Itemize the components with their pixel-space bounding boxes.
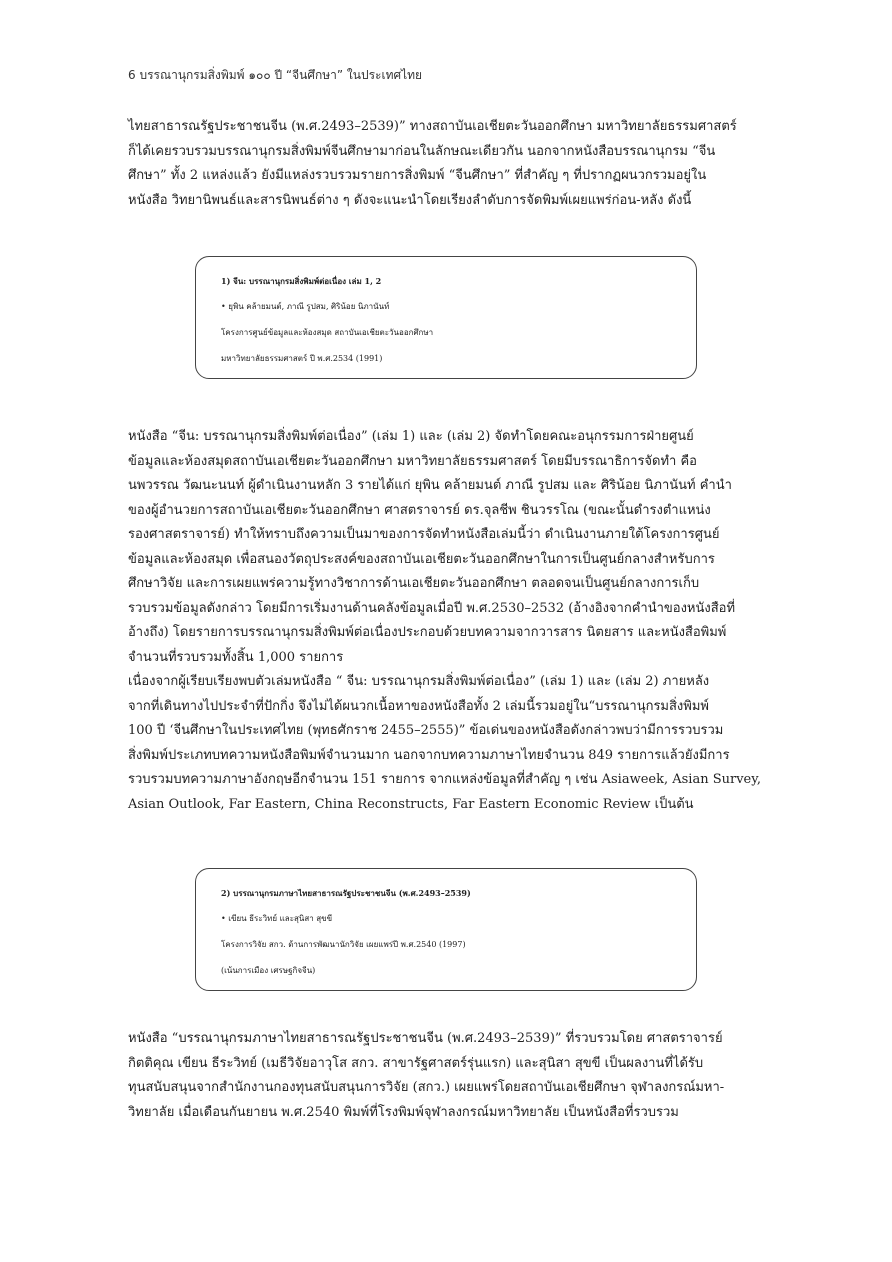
reference-publisher: โครงการศูนย์ข้อมูลและห้องสมุด สถาบันเอเชียตะวันออกศึกษา (221, 328, 434, 337)
reference-university: มหาวิทยาลัยธรรมศาสตร์ ปี พ.ศ.2534 (1991) (221, 354, 383, 363)
reference-authors: • เขียน ธีระวิทย์ และสุนิสา สุขขี (221, 914, 333, 923)
body-paragraph-3 (128, 670, 768, 817)
paragraph-line: หนังสือ “บรรณานุกรมภาษาไทยสาธารณรัฐประชาชนจีน (พ.ศ.2493–2539)” ที่รวบรวมโดย ศาสตราจารย์ (128, 1031, 723, 1046)
paragraph-line: เนื่องจากผู้เรียบเรียงพบตัวเล่มหนังสือ “ จีน: บรรณานุกรมสิ่งพิมพ์ต่อเนื่อง” (เล่ม 1) และ (เล่ม 2) ภายหลัง (128, 674, 710, 689)
paragraph-line: ศึกษา” ทั้ง 2 แหล่งแล้ว ยังมีแหล่งรวบรวมรายการสิ่งพิมพ์ “จีนศึกษา” ที่สำคัญ ๆ ที่ปรากฏผนวกรวมอยู่ใน (128, 168, 707, 183)
paragraph-line: ข้อมูลและห้องสมุดสถาบันเอเชียตะวันออกศึกษา มหาวิทยาลัยธรรมศาสตร์ โดยมีบรรณาธิการจัดทำ คือ (128, 453, 697, 469)
paragraph-line: ไทยสาธารณรัฐประชาชนจีน (พ.ศ.2493–2539)” ทางสถาบันเอเชียตะวันออกศึกษา มหาวิทยาลัยธรรมศาสตร์ (128, 119, 737, 134)
paragraph-line: รวบรวมบทความภาษาอังกฤษอีกจำนวน 151 รายการ จากแหล่งข้อมูลที่สำคัญ ๆ เช่น Asiaweek, Asian Survey, (128, 772, 761, 787)
paragraph-line: Asian Outlook, Far Eastern, China Reconstructs, Far Eastern Economic Review เป็นต้น (128, 796, 694, 812)
paragraph-line: จากที่เดินทางไปประจำที่ปักกิ่ง จึงไม่ได้ผนวกเนื้อหาของหนังสือทั้ง 2 เล่มนี้รวมอยู่ใน“บรรณานุกรมสิ่งพิมพ์ (128, 698, 709, 714)
intro-paragraph (128, 115, 768, 213)
paragraph-line: สิ่งพิมพ์ประเภทบทความหนังสือพิมพ์จำนวนมาก นอกจากบทความภาษาไทยจำนวน 849 รายการแล้วยังมีการ (128, 747, 730, 763)
paragraph-line: ก็ได้เคยรวบรวมบรรณานุกรมสิ่งพิมพ์จีนศึกษามาก่อนในลักษณะเดียวกัน นอกจากหนังสือบรรณานุกรม “จีน (128, 143, 716, 159)
body-paragraph-2 (128, 425, 768, 670)
reference-note: (เน้นการเมือง เศรษฐกิจจีน) (221, 966, 316, 975)
reference-box-2 (195, 868, 697, 991)
paragraph-line: นพวรรณ วัฒนะนนท์ ผู้ดำเนินงานหลัก 3 รายได้แก่ ยุพิน คล้ายมนต์ ภาณี รูปสม และ ศิริน้อย นิภานันท์ คำนำ (128, 478, 732, 493)
paragraph-line: ของผู้อำนวยการสถาบันเอเชียตะวันออกศึกษา ศาสตราจารย์ ดร.จุลชีพ ชินวรรโณ (ขณะนั้นดำรงตำแหน่ง (128, 502, 711, 518)
reference-title: 2) บรรณานุกรมภาษาไทยสาธารณรัฐประชาชนจีน (พ.ศ.2493–2539) (221, 888, 471, 898)
paragraph-line: หนังสือ วิทยานิพนธ์และสารนิพนธ์ต่าง ๆ ดังจะแนะนำโดยเรียงลำดับการจัดพิมพ์เผยแพร่ก่อน-หลัง ดังนี้ (128, 192, 692, 208)
reference-title: 1) จีน: บรรณานุกรมสิ่งพิมพ์ต่อเนื่อง เล่ม 1, 2 (221, 276, 382, 286)
paragraph-line: กิตติคุณ เขียน ธีระวิทย์ (เมธีวิจัยอาวุโส สกว. สาขารัฐศาสตร์รุ่นแรก) และสุนิสา สุขขี เป็นผลงานที่ได้รับ (128, 1055, 704, 1071)
paragraph-line: รวบรวมข้อมูลดังกล่าว โดยมีการเริ่มงานด้านคลังข้อมูลเมื่อปี พ.ศ.2530–2532 (อ้างอิงจากคำนำของหนังสือที่ (128, 600, 736, 616)
reference-publisher: โครงการวิจัย สกว. ด้านการพัฒนานักวิจัย เผยแพร่ปี พ.ศ.2540 (1997) (221, 940, 466, 949)
paragraph-line: รองศาสตราจารย์) ทำให้ทราบถึงความเป็นมาของการจัดทำหนังสือเล่มนี้ว่า ดำเนินงานภายใต้โครงการศูนย์ (128, 527, 720, 542)
reference-box-1 (195, 256, 697, 379)
paragraph-line: 100 ปี ‘จีนศึกษาในประเทศไทย (พุทธศักราช 2455–2555)” ข้อเด่นของหนังสือดังกล่าวพบว่ามีการรวบรวม (128, 723, 724, 738)
paragraph-line: หนังสือ “จีน: บรรณานุกรมสิ่งพิมพ์ต่อเนื่อง” (เล่ม 1) และ (เล่ม 2) จัดทำโดยคณะอนุกรรมการฝ่ายศูนย์ (128, 429, 694, 444)
running-head: 6 บรรณานุกรมสิ่งพิมพ์ ๑๐๐ ปี “จีนศึกษา” ในประเทศไทย (128, 68, 423, 82)
paragraph-line: วิทยาลัย เมื่อเดือนกันยายน พ.ศ.2540 พิมพ์ที่โรงพิมพ์จุฬาลงกรณ์มหาวิทยาลัย เป็นหนังสือที่รวบรวม (128, 1104, 679, 1120)
paragraph-line: จำนวนที่รวบรวมทั้งสิ้น 1,000 รายการ (128, 649, 344, 665)
paragraph-line: ทุนสนับสนุนจากสำนักงานกองทุนสนับสนุนการวิจัย (สกว.) เผยแพร่โดยสถาบันเอเชียศึกษา จุฬาลงกรณ์มหา- (128, 1080, 725, 1095)
paragraph-line: ข้อมูลและห้องสมุด เพื่อสนองวัตถุประสงค์ของสถาบันเอเชียตะวันออกศึกษาในการเป็นศูนย์กลางสำหรับการ (128, 551, 715, 567)
reference-authors: • ยุพิน คล้ายมนต์, ภาณี รูปสม, ศิริน้อย นิภานันท์ (221, 302, 390, 311)
body-paragraph-4 (128, 1027, 768, 1125)
paragraph-line: ศึกษาวิจัย และการเผยแพร่ความรู้ทางวิชาการด้านเอเชียตะวันออกศึกษา ตลอดจนเป็นศูนย์กลางการเก็บ (128, 576, 700, 591)
paragraph-line: อ้างถึง) โดยรายการบรรณานุกรมสิ่งพิมพ์ต่อเนื่องประกอบด้วยบทความจากวารสาร นิตยสาร และหนังสือพิมพ์ (128, 625, 727, 640)
